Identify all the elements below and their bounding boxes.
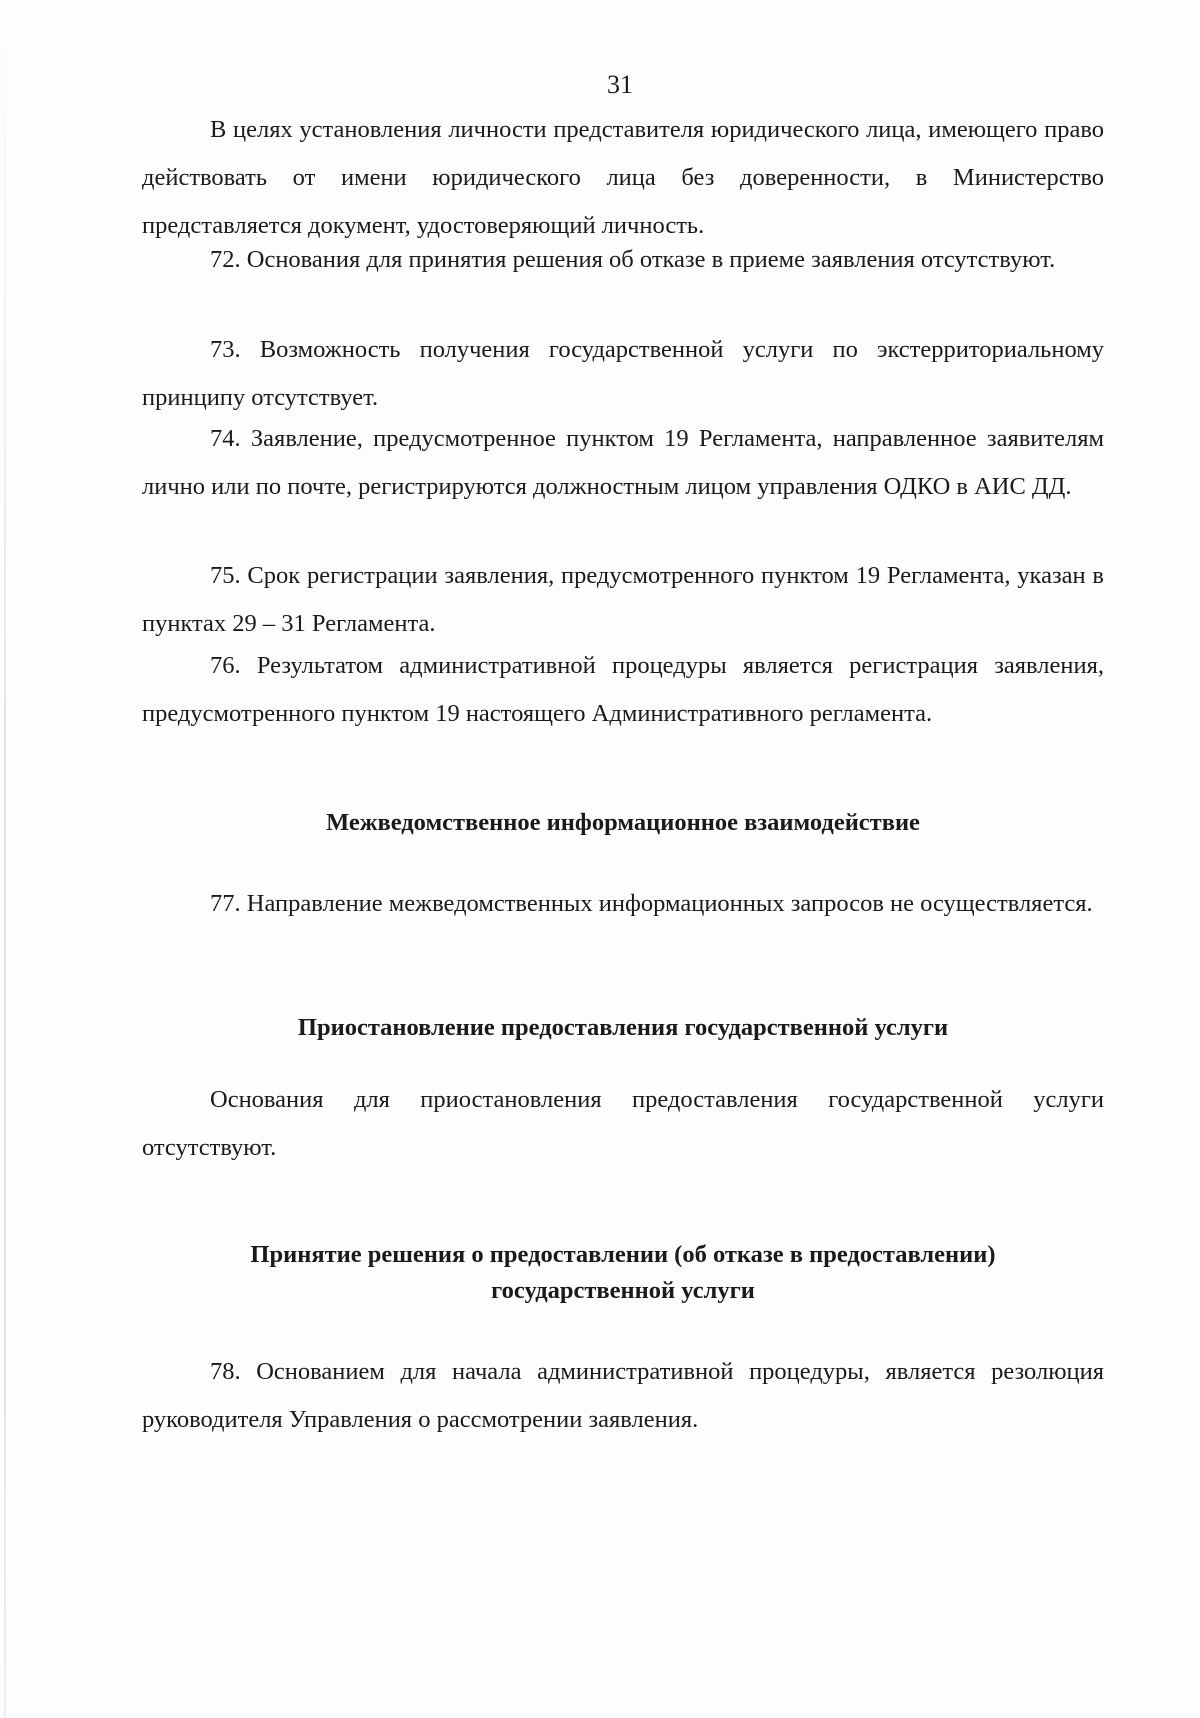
heading-decision <box>142 1237 1104 1309</box>
paragraph-76: 76. Результатом административной процедуры является регистрация заявления, предусмотренного пунктом 19 настоящего Административного регламента. <box>142 652 1104 727</box>
paragraph-78: 78. Основанием для начала административной процедуры, является резолюция руководителя Управления о рассмотрении заявления. <box>142 1358 1104 1433</box>
paragraph-72: 72. Основания для принятия решения об отказе в приеме заявления отсутствуют. <box>210 246 1056 273</box>
page-number: 31 <box>607 70 633 99</box>
scan-edge-shadow <box>4 0 6 1718</box>
heading-decision-line-2: государственной услуги <box>491 1277 755 1304</box>
paragraph-74: 74. Заявление, предусмотренное пунктом 19 Регламента, направленное заявителям лично или по почте, регистрируются должностным лицом управления ОДКО в АИС ДД. <box>142 425 1104 500</box>
heading-suspension: Приостановление предоставления государственной услуги <box>297 1014 949 1041</box>
paragraph-77: 77. Направление межведомственных информационных запросов не осуществляется. <box>210 890 1093 917</box>
paragraph-suspension-grounds: Основания для приостановления предоставления государственной услуги отсутствуют. <box>142 1086 1104 1161</box>
heading-interagency-interaction: Межведомственное информационное взаимодействие <box>326 809 920 836</box>
paragraph-73: 73. Возможность получения государственной услуги по экстерриториальному принципу отсутствует. <box>142 336 1104 411</box>
heading-decision-line-1: Принятие решения о предоставлении (об отказе в предоставлении) <box>250 1241 996 1268</box>
paragraph-identity-document: В целях установления личности представителя юридического лица, имеющего право действовать от имени юридического лица без доверенности, в Министерство представляется документ, удостоверяющий личность. <box>142 116 1104 239</box>
paragraph-75: 75. Срок регистрации заявления, предусмотренного пунктом 19 Регламента, указан в пунктах 29 – 31 Регламента. <box>142 562 1104 637</box>
